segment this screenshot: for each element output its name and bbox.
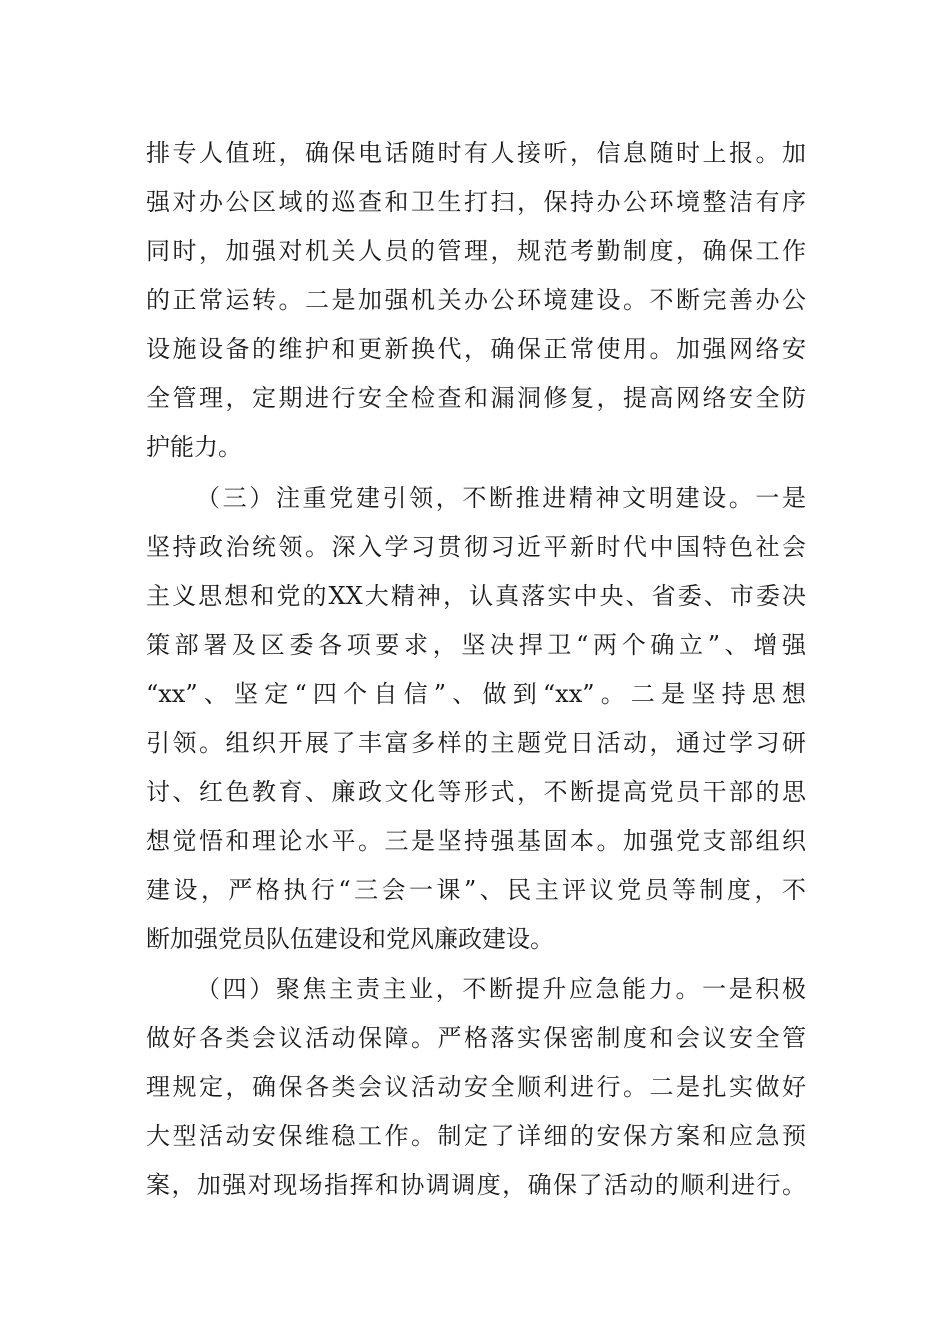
text-line: 建设，严格执行“三会一课”、民主评议党员等制度，不 xyxy=(146,876,806,904)
text-line: 引领。组织开展了丰富多样的主题党日活动，通过学习研 xyxy=(146,729,806,757)
text-line: 想觉悟和理论水平。三是坚持强基固本。加强党支部组织 xyxy=(146,827,806,855)
paragraph-party-building xyxy=(146,474,806,964)
text-line: 强对办公区域的巡查和卫生打扫，保持办公环境整洁有序 xyxy=(146,188,806,216)
text-line: 同时，加强对机关人员的管理，规范考勤制度，确保工作 xyxy=(146,237,806,265)
text-line: 坚持政治统领。深入学习贯彻习近平新时代中国特色社会 xyxy=(146,533,806,561)
text-line: 全管理，定期进行安全检查和漏洞修复，提高网络安全防 xyxy=(146,384,806,412)
text-line: 讨、红色教育、廉政文化等形式，不断提高党员干部的思 xyxy=(146,778,806,806)
text-line: 做好各类会议活动保障。严格落实保密制度和会议安全管 xyxy=(146,1024,806,1052)
text-line: 的正常运转。二是加强机关办公环境建设。不断完善办公 xyxy=(146,286,806,314)
text-line: 主义思想和党的XX大精神，认真落实中央、省委、市委决 xyxy=(146,582,806,610)
text-line: 大型活动安保维稳工作。制定了详细的安保方案和应急预 xyxy=(146,1122,806,1150)
text-line: 断加强党员队伍建设和党风廉政建设。 xyxy=(146,925,554,953)
text-line: 排专人值班，确保电话随时有人接听，信息随时上报。加 xyxy=(146,139,806,167)
text-line: （四）聚焦主责主业，不断提升应急能力。一是积极 xyxy=(196,975,806,1003)
text-line: “xx”、坚定“四个自信”、做到“xx”。二是坚持思想 xyxy=(146,680,806,708)
text-line: 案，加强对现场指挥和协调调度，确保了活动的顺利进行。 xyxy=(146,1171,806,1199)
text-line: 理规定，确保各类会议活动安全顺利进行。二是扎实做好 xyxy=(146,1073,806,1101)
text-line: 设施设备的维护和更新换代，确保正常使用。加强网络安 xyxy=(146,335,806,363)
text-line: （三）注重党建引领，不断推进精神文明建设。一是 xyxy=(196,484,806,512)
paragraph-emergency-capability xyxy=(146,965,806,1210)
text-line: 护能力。 xyxy=(146,433,242,461)
text-line: 策部署及区委各项要求，坚决捍卫“两个确立”、增强 xyxy=(146,631,806,659)
paragraph-office-management xyxy=(146,129,806,472)
